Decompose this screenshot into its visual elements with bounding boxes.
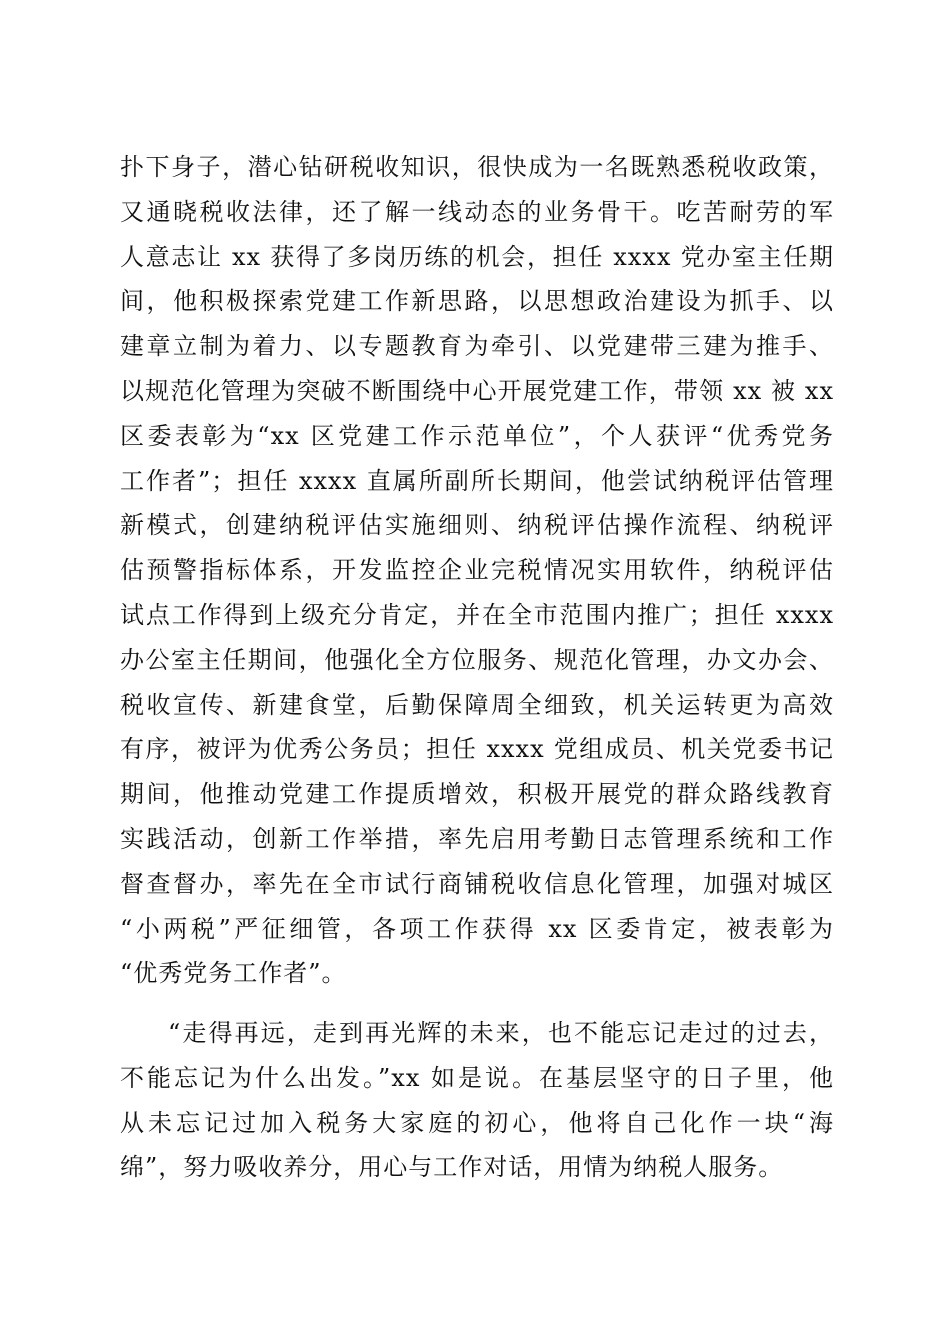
text-line: 不能忘记为什么出发。”xx 如是说。在基层坚守的日子里，他: [120, 1063, 834, 1092]
text-line: 绵”，努力吸收养分，用心与工作对话，用情为纳税人服务。: [120, 1153, 784, 1182]
text-line: 又通晓税收法律，还了解一线动态的业务骨干。吃苦耐劳的军: [120, 197, 834, 226]
text-line: 督查督办，率先在全市试行商铺税收信息化管理，加强对城区: [120, 869, 834, 898]
text-line: 工作者”；担任 xxxx 直属所副所长期间，他尝试纳税评估管理: [120, 466, 834, 495]
text-line: 税收宣传、新建食堂，后勤保障周全细致，机关运转更为高效: [120, 690, 834, 719]
text-line: “优秀党务工作者”。: [120, 959, 347, 988]
text-line: 估预警指标体系，开发监控企业完税情况实用软件，纳税评估: [120, 556, 834, 585]
text-line: 间，他积极探索党建工作新思路，以思想政治建设为抓手、以: [120, 287, 834, 316]
paragraph-quote: [120, 1011, 834, 1190]
text-line: 建章立制为着力、以专题教育为牵引、以党建带三建为推手、: [120, 332, 834, 361]
text-line: 扑下身子，潜心钻研税收知识，很快成为一名既熟悉税收政策，: [120, 153, 834, 181]
text-line: 新模式，创建纳税评估实施细则、纳税评估操作流程、纳税评: [120, 511, 834, 540]
text-line: 以规范化管理为突破不断围绕中心开展党建工作，带领 xx 被 xx: [120, 376, 834, 405]
text-line: 实践活动，创新工作举措，率先启用考勤日志管理系统和工作: [120, 824, 834, 853]
text-line: 期间，他推动党建工作提质增效，积极开展党的群众路线教育: [120, 780, 834, 809]
text-line: 试点工作得到上级充分肯定，并在全市范围内推广；担任 xxxx: [120, 600, 834, 629]
text-line: 有序，被评为优秀公务员；担任 xxxx 党组成员、机关党委书记: [120, 735, 834, 764]
text-line: “走得再远，走到再光辉的未来，也不能忘记走过的过去，: [168, 1019, 834, 1047]
text-line: 人意志让 xx 获得了多岗历练的机会，担任 xxxx 党办室主任期: [120, 242, 834, 271]
paragraph-career: [120, 145, 834, 996]
text-line: 区委表彰为“xx 区党建工作示范单位”，个人获评“优秀党务: [120, 421, 834, 450]
text-line: 办公室主任期间，他强化全方位服务、规范化管理，办文办会、: [120, 645, 834, 674]
text-line: “小两税”严征细管，各项工作获得 xx 区委肯定，被表彰为: [120, 914, 834, 943]
text-line: 从未忘记过加入税务大家庭的初心，他将自己化作一块“海: [120, 1108, 834, 1137]
